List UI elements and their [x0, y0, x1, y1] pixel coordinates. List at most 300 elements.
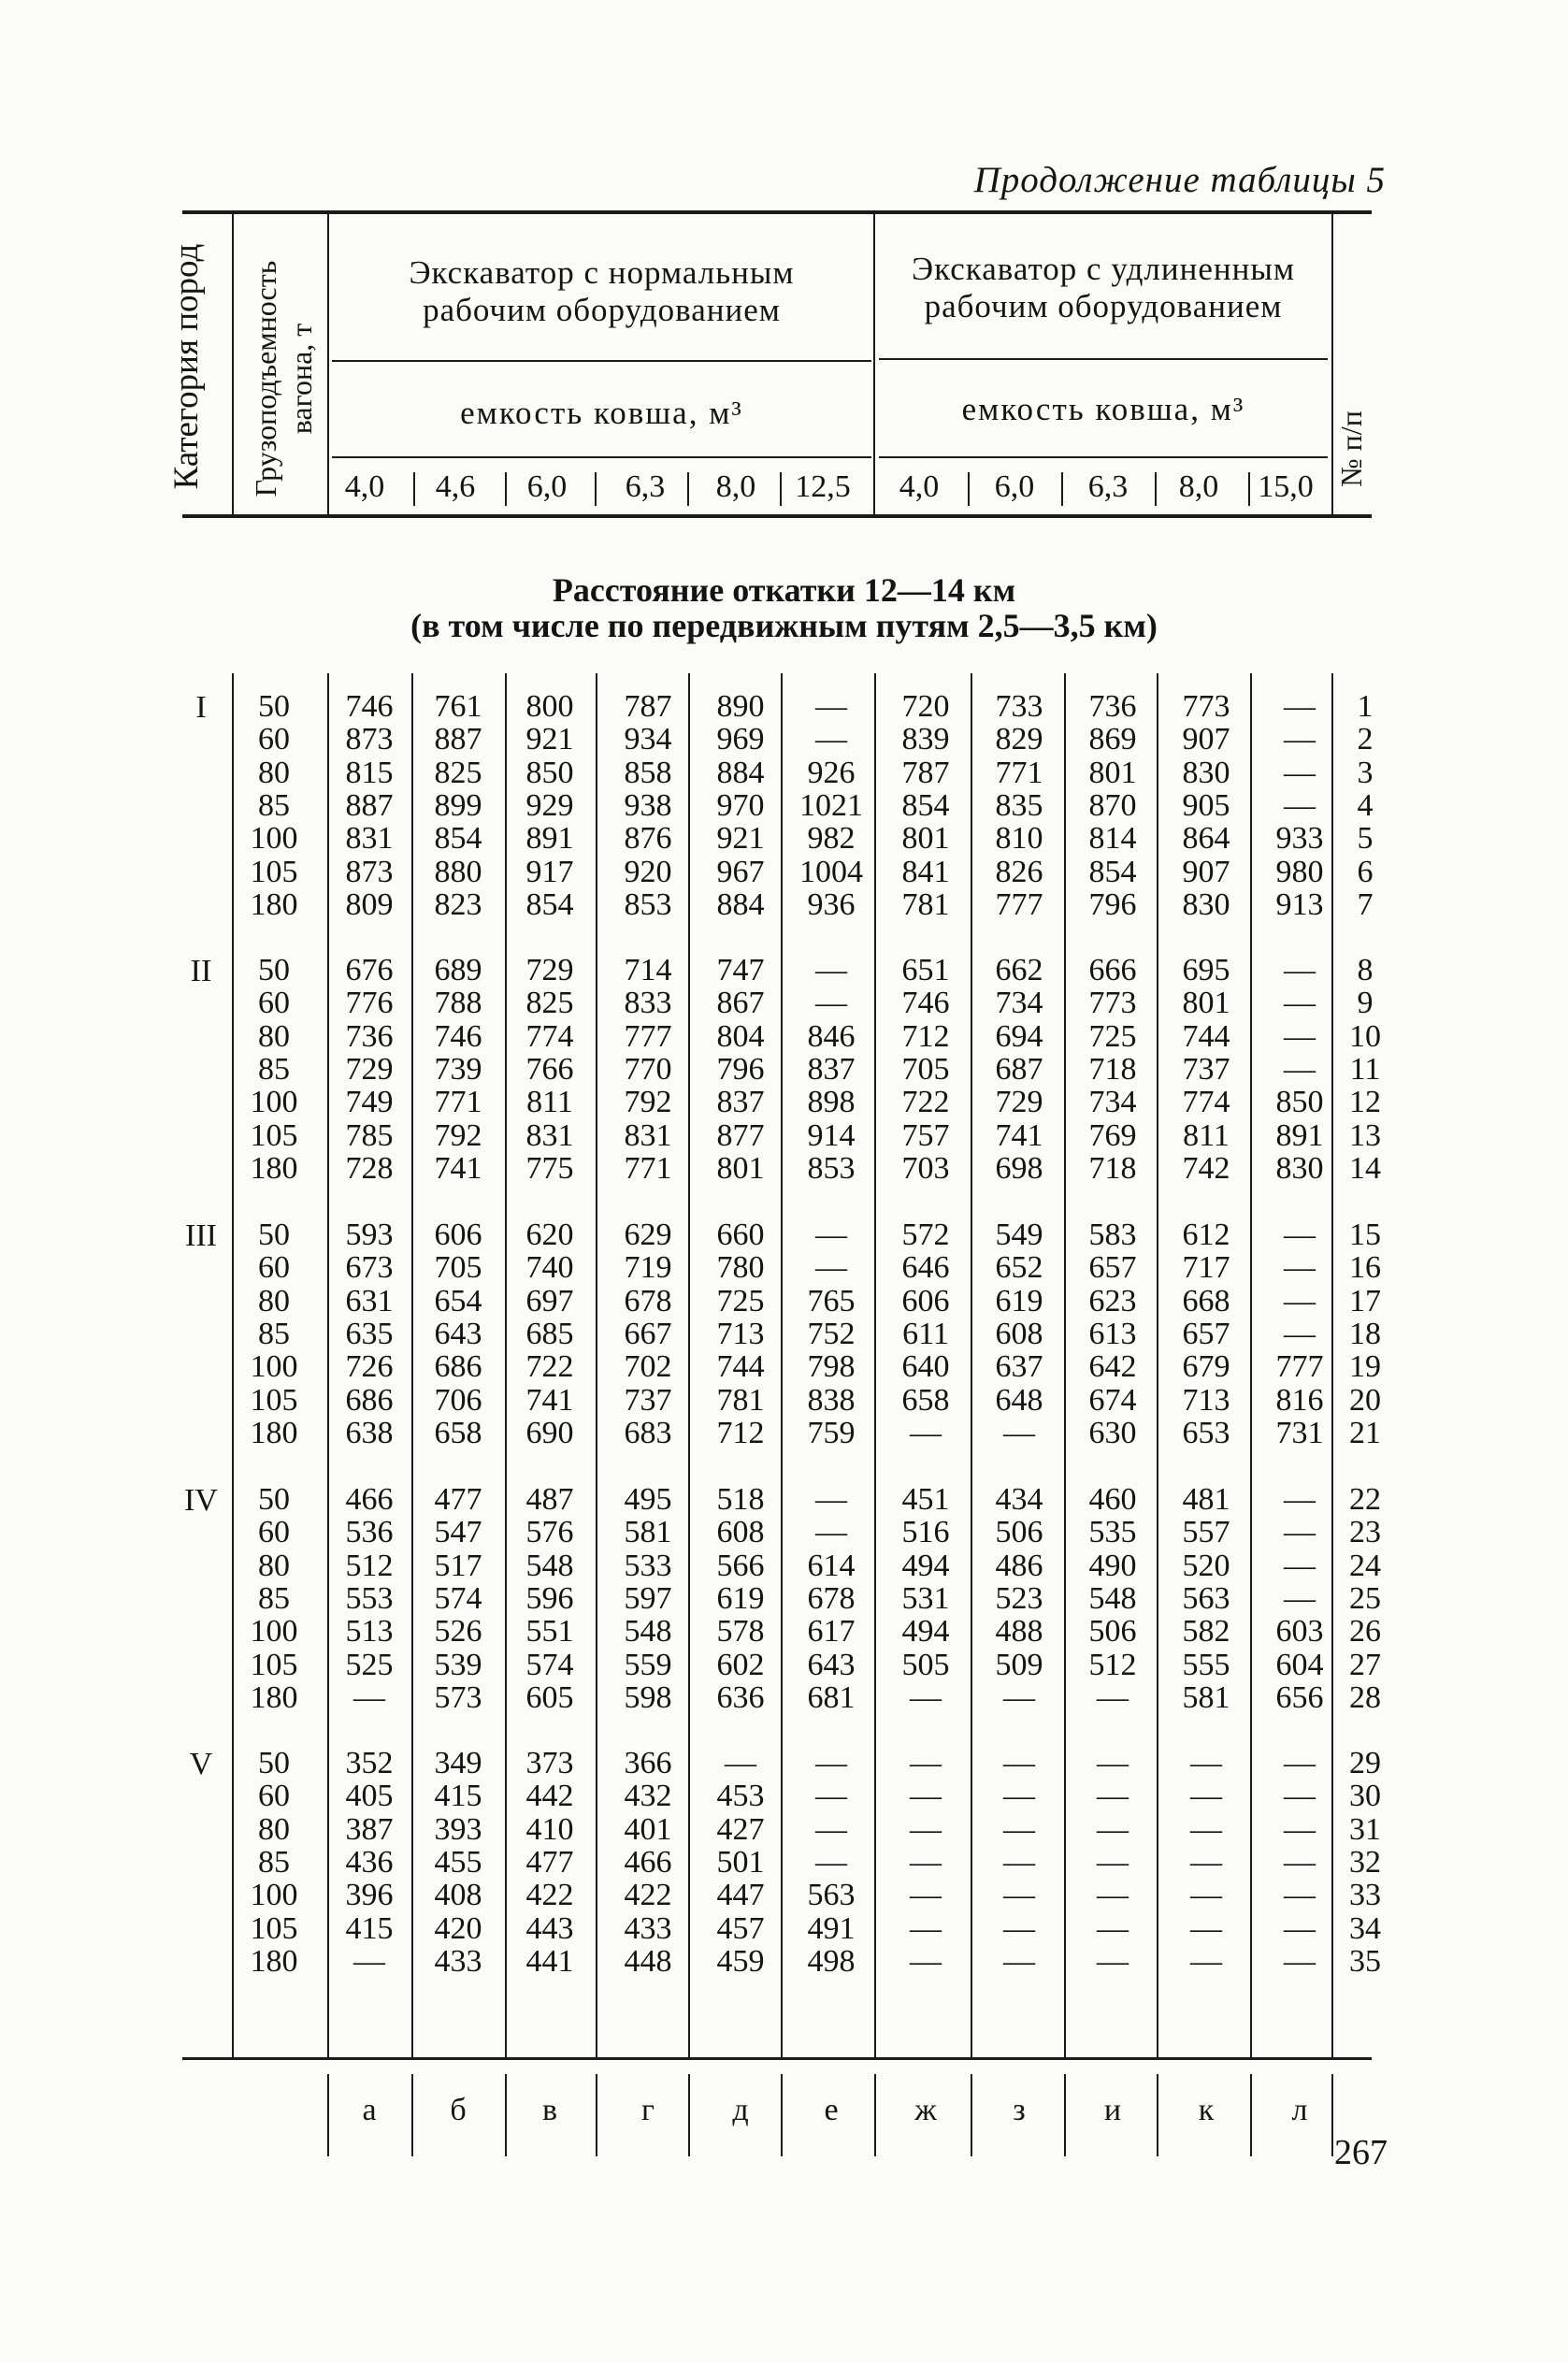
- value-cell: 581: [1182, 1679, 1230, 1715]
- row-number-cell: 28: [1349, 1679, 1381, 1715]
- value-cell: 619: [716, 1580, 765, 1616]
- value-cell: 619: [995, 1283, 1043, 1318]
- bucket-extended-value: 6,3: [1087, 469, 1129, 504]
- capacity-cell: 50: [258, 1482, 290, 1517]
- value-cell: 516: [901, 1515, 950, 1550]
- value-cell: 712: [901, 1018, 950, 1054]
- value-cell: 873: [345, 722, 394, 757]
- value-cell: 563: [1182, 1580, 1230, 1616]
- value-cell: 774: [1182, 1085, 1230, 1120]
- value-cell: 850: [1275, 1085, 1324, 1120]
- value-cell: 597: [624, 1580, 672, 1616]
- value-cell: 678: [807, 1580, 856, 1616]
- capacity-cell: 80: [258, 1811, 290, 1847]
- value-cell: 646: [901, 1250, 950, 1286]
- value-cell: 830: [1182, 755, 1230, 790]
- row-number-cell: 18: [1349, 1316, 1381, 1351]
- capacity-cell: 85: [258, 1051, 290, 1087]
- value-cell: 746: [901, 986, 950, 1021]
- bucket-normal-value: 8,0: [715, 469, 756, 504]
- value-cell: 574: [434, 1580, 482, 1616]
- value-cell: 608: [716, 1515, 765, 1550]
- value-cell: —: [815, 953, 847, 987]
- value-cell: —: [1190, 1811, 1222, 1847]
- column-letter: и: [1103, 2093, 1122, 2127]
- row-number-cell: 16: [1349, 1250, 1381, 1286]
- value-cell: 697: [525, 1283, 574, 1318]
- bucket-separator: [780, 472, 782, 506]
- value-cell: —: [353, 1679, 385, 1715]
- value-cell: 801: [1088, 755, 1137, 790]
- capacity-cell: 60: [258, 722, 290, 757]
- value-cell: 809: [345, 886, 394, 922]
- value-cell: 427: [716, 1811, 765, 1847]
- value-cell: 825: [434, 755, 482, 790]
- value-cell: 660: [716, 1218, 765, 1252]
- value-cell: 548: [624, 1614, 672, 1650]
- value-cell: 887: [434, 722, 482, 757]
- value-cell: 486: [995, 1548, 1043, 1583]
- value-cell: —: [725, 1746, 756, 1780]
- value-cell: 728: [345, 1150, 394, 1186]
- value-cell: 777: [624, 1018, 672, 1054]
- value-cell: 781: [716, 1382, 765, 1418]
- value-cell: 830: [1182, 886, 1230, 922]
- value-cell: —: [1003, 1878, 1035, 1913]
- capacity-cell: 50: [258, 1746, 290, 1780]
- group-extended-line2: рабочим оборудованием: [924, 288, 1283, 324]
- value-cell: 714: [624, 953, 672, 987]
- value-cell: —: [1097, 1910, 1129, 1946]
- header-vline-1: [232, 214, 234, 514]
- column-letter: в: [541, 2093, 558, 2127]
- value-cell: 535: [1088, 1515, 1137, 1550]
- header-capacity-label: [248, 243, 323, 514]
- value-cell: 638: [345, 1415, 394, 1450]
- value-cell: 717: [1182, 1250, 1230, 1286]
- header-top-rule: [182, 210, 1372, 214]
- value-cell: 1021: [799, 787, 863, 823]
- value-cell: —: [1190, 1943, 1222, 1979]
- value-cell: 608: [995, 1316, 1043, 1351]
- row-number-cell: 7: [1357, 886, 1374, 922]
- body-vline: [596, 673, 597, 2057]
- value-cell: —: [1190, 1844, 1222, 1880]
- value-cell: 466: [345, 1482, 394, 1517]
- page-number: 267: [1334, 2133, 1388, 2172]
- column-letter: а: [362, 2093, 377, 2127]
- value-cell: 658: [434, 1415, 482, 1450]
- value-cell: 695: [1182, 953, 1230, 987]
- value-cell: 460: [1088, 1482, 1137, 1517]
- body-vline: [505, 673, 507, 2057]
- value-cell: 643: [807, 1647, 856, 1682]
- value-cell: —: [815, 1779, 847, 1814]
- value-cell: 617: [807, 1614, 856, 1650]
- body-vline: [874, 673, 876, 2057]
- capacity-cell: 100: [250, 821, 298, 857]
- value-cell: 678: [624, 1283, 672, 1318]
- value-cell: 698: [995, 1150, 1043, 1186]
- value-cell: 801: [716, 1150, 765, 1186]
- value-cell: 603: [1275, 1614, 1324, 1650]
- value-cell: 702: [624, 1349, 672, 1385]
- value-cell: 477: [525, 1844, 574, 1880]
- value-cell: 792: [434, 1117, 482, 1153]
- value-cell: —: [1284, 1878, 1316, 1913]
- value-cell: 686: [345, 1382, 394, 1418]
- value-cell: 870: [1088, 787, 1137, 823]
- category-label: II: [190, 954, 212, 988]
- category-label: III: [185, 1218, 217, 1253]
- value-cell: 920: [624, 854, 672, 889]
- value-cell: 620: [525, 1218, 574, 1252]
- capacity-cell: 100: [250, 1349, 298, 1385]
- value-cell: 736: [345, 1018, 394, 1054]
- value-cell: 854: [525, 886, 574, 922]
- value-cell: —: [1003, 1844, 1035, 1880]
- row-number-cell: 13: [1349, 1117, 1381, 1153]
- value-cell: 831: [525, 1117, 574, 1153]
- value-cell: 970: [716, 787, 765, 823]
- row-number-cell: 11: [1349, 1051, 1381, 1087]
- value-cell: —: [1284, 1250, 1316, 1286]
- bucket-separator: [1061, 472, 1063, 506]
- capacity-cell: 180: [250, 1415, 298, 1450]
- value-cell: 887: [345, 787, 394, 823]
- value-cell: 531: [901, 1580, 950, 1616]
- value-cell: —: [815, 1844, 847, 1880]
- capacity-cell: 50: [258, 1218, 290, 1252]
- value-cell: 547: [434, 1515, 482, 1550]
- bucket-normal-value: 12,5: [795, 469, 851, 504]
- value-cell: 831: [345, 821, 394, 857]
- value-cell: 623: [1088, 1283, 1137, 1318]
- value-cell: 722: [901, 1085, 950, 1120]
- value-cell: —: [815, 722, 847, 757]
- value-cell: 712: [716, 1415, 765, 1450]
- value-cell: 785: [345, 1117, 394, 1153]
- value-cell: 880: [434, 854, 482, 889]
- value-cell: 637: [995, 1349, 1043, 1385]
- value-cell: —: [815, 986, 847, 1021]
- body-vline: [1157, 673, 1158, 2057]
- value-cell: 929: [525, 787, 574, 823]
- value-cell: 654: [434, 1283, 482, 1318]
- row-number-cell: 2: [1357, 722, 1374, 757]
- value-cell: 612: [1182, 1218, 1230, 1252]
- bucket-label-normal: емкость ковша, м³: [460, 395, 743, 431]
- value-cell: 574: [525, 1647, 574, 1682]
- capacity-cell: 180: [250, 886, 298, 922]
- value-cell: —: [815, 1218, 847, 1252]
- value-cell: 833: [624, 986, 672, 1021]
- value-cell: 765: [807, 1283, 856, 1318]
- value-cell: 726: [345, 1349, 394, 1385]
- column-letter: д: [732, 2093, 749, 2127]
- row-number-cell: 33: [1349, 1878, 1381, 1913]
- body-vline: [971, 673, 972, 2057]
- value-cell: —: [1284, 1051, 1316, 1087]
- value-cell: 742: [1182, 1150, 1230, 1186]
- value-cell: 757: [901, 1117, 950, 1153]
- value-cell: 553: [345, 1580, 394, 1616]
- value-cell: 731: [1275, 1415, 1324, 1450]
- value-cell: 604: [1275, 1647, 1324, 1682]
- value-cell: 572: [901, 1218, 950, 1252]
- value-cell: 676: [345, 953, 394, 987]
- value-cell: 611: [902, 1316, 949, 1351]
- value-cell: —: [1190, 1746, 1222, 1780]
- header-bottom-rule: [182, 514, 1372, 518]
- value-cell: —: [1284, 1283, 1316, 1318]
- value-cell: 506: [1088, 1614, 1137, 1650]
- value-cell: 662: [995, 953, 1043, 987]
- value-cell: 596: [525, 1580, 574, 1616]
- value-cell: 689: [434, 953, 482, 987]
- value-cell: —: [815, 689, 847, 724]
- value-cell: 798: [807, 1349, 856, 1385]
- value-cell: —: [1284, 1910, 1316, 1946]
- value-cell: 823: [434, 886, 482, 922]
- category-label: I: [195, 690, 207, 725]
- value-cell: 451: [901, 1482, 950, 1517]
- value-cell: 548: [525, 1548, 574, 1583]
- row-number-cell: 3: [1357, 755, 1374, 790]
- letter-vline: [1157, 2074, 1158, 2156]
- value-cell: 457: [716, 1910, 765, 1946]
- row-number-cell: 8: [1357, 953, 1374, 987]
- value-cell: 396: [345, 1878, 394, 1913]
- value-cell: 447: [716, 1878, 765, 1913]
- capacity-cell: 60: [258, 1250, 290, 1286]
- value-cell: 487: [525, 1482, 574, 1517]
- value-cell: 433: [624, 1910, 672, 1946]
- value-cell: 899: [434, 787, 482, 823]
- value-cell: 643: [434, 1316, 482, 1351]
- value-cell: 490: [1088, 1548, 1137, 1583]
- value-cell: —: [353, 1943, 385, 1979]
- value-cell: 850: [525, 755, 574, 790]
- value-cell: —: [1097, 1811, 1129, 1847]
- value-cell: 636: [716, 1679, 765, 1715]
- value-cell: 635: [345, 1316, 394, 1351]
- value-cell: 593: [345, 1218, 394, 1252]
- row-number-cell: 32: [1349, 1844, 1381, 1880]
- row-number-cell: 9: [1357, 986, 1374, 1021]
- value-cell: 422: [525, 1878, 574, 1913]
- capacity-cell: 105: [250, 1382, 298, 1418]
- value-cell: —: [1003, 1679, 1035, 1715]
- letter-vline: [411, 2074, 413, 2156]
- value-cell: 740: [525, 1250, 574, 1286]
- value-cell: 796: [716, 1051, 765, 1087]
- value-cell: 433: [434, 1943, 482, 1979]
- value-cell: 746: [434, 1018, 482, 1054]
- value-cell: 548: [1088, 1580, 1137, 1616]
- capacity-cell: 105: [250, 1910, 298, 1946]
- column-letter: ж: [914, 2093, 937, 2127]
- group-normal-line1: Экскаватор с нормальным: [409, 254, 795, 291]
- letter-vline: [971, 2074, 972, 2156]
- value-cell: 613: [1088, 1316, 1137, 1351]
- row-number-cell: 14: [1349, 1150, 1381, 1186]
- value-cell: 884: [716, 886, 765, 922]
- value-cell: 349: [434, 1746, 482, 1780]
- value-cell: 525: [345, 1647, 394, 1682]
- value-cell: 737: [1182, 1051, 1230, 1087]
- letter-vline: [1331, 2074, 1333, 2156]
- value-cell: 718: [1088, 1150, 1137, 1186]
- value-cell: 602: [716, 1647, 765, 1682]
- row-number-cell: 29: [1349, 1746, 1381, 1780]
- value-cell: —: [1284, 1746, 1316, 1780]
- value-cell: 373: [525, 1746, 574, 1780]
- value-cell: 907: [1182, 854, 1230, 889]
- value-cell: 744: [1182, 1018, 1230, 1054]
- value-cell: 523: [995, 1580, 1043, 1616]
- value-cell: 455: [434, 1844, 482, 1880]
- value-cell: 741: [995, 1117, 1043, 1153]
- row-number-cell: 21: [1349, 1415, 1381, 1450]
- header-group-rule-extended: [879, 358, 1328, 360]
- bucket-normal-value: 6,0: [526, 469, 568, 504]
- category-label: IV: [184, 1483, 218, 1518]
- value-cell: —: [910, 1679, 942, 1715]
- value-cell: 890: [716, 689, 765, 724]
- capacity-cell: 105: [250, 854, 298, 889]
- row-number-cell: 15: [1349, 1218, 1381, 1252]
- value-cell: 770: [624, 1051, 672, 1087]
- value-cell: 631: [345, 1283, 394, 1318]
- row-number-cell: 30: [1349, 1779, 1381, 1814]
- bucket-separator: [1155, 472, 1157, 506]
- value-cell: 459: [716, 1943, 765, 1979]
- value-cell: 648: [995, 1382, 1043, 1418]
- row-number-cell: 35: [1349, 1943, 1381, 1979]
- value-cell: 739: [434, 1051, 482, 1087]
- value-cell: 914: [807, 1117, 856, 1153]
- letter-vline: [327, 2074, 329, 2156]
- value-cell: 759: [807, 1415, 856, 1450]
- value-cell: 518: [716, 1482, 765, 1517]
- value-cell: 766: [525, 1051, 574, 1087]
- row-number-cell: 19: [1349, 1349, 1381, 1385]
- value-cell: —: [1284, 953, 1316, 987]
- value-cell: 557: [1182, 1515, 1230, 1550]
- row-number-cell: 22: [1349, 1482, 1381, 1517]
- value-cell: 853: [624, 886, 672, 922]
- value-cell: 512: [1088, 1647, 1137, 1682]
- value-cell: —: [815, 1515, 847, 1550]
- value-cell: 837: [716, 1085, 765, 1120]
- value-cell: 921: [716, 821, 765, 857]
- value-cell: 673: [345, 1250, 394, 1286]
- header-number-label: № п/п: [1334, 411, 1368, 487]
- row-number-cell: 12: [1349, 1085, 1381, 1120]
- body-vline: [411, 673, 413, 2057]
- value-cell: 442: [525, 1779, 574, 1814]
- value-cell: 933: [1275, 821, 1324, 857]
- value-cell: 720: [901, 689, 950, 724]
- value-cell: —: [1284, 787, 1316, 823]
- value-cell: 436: [345, 1844, 394, 1880]
- value-cell: 854: [434, 821, 482, 857]
- value-cell: 771: [624, 1150, 672, 1186]
- value-cell: 867: [716, 986, 765, 1021]
- value-cell: 752: [807, 1316, 856, 1351]
- value-cell: 816: [1275, 1382, 1324, 1418]
- value-cell: 494: [901, 1548, 950, 1583]
- value-cell: 408: [434, 1878, 482, 1913]
- value-cell: —: [815, 1746, 847, 1780]
- row-number-cell: 1: [1357, 689, 1374, 724]
- value-cell: 801: [901, 821, 950, 857]
- value-cell: —: [1190, 1910, 1222, 1946]
- bucket-normal-value: 6,3: [625, 469, 666, 504]
- value-cell: —: [1097, 1679, 1129, 1715]
- value-cell: 854: [901, 787, 950, 823]
- value-cell: —: [910, 1943, 942, 1979]
- value-cell: 891: [525, 821, 574, 857]
- value-cell: 477: [434, 1482, 482, 1517]
- value-cell: 694: [995, 1018, 1043, 1054]
- capacity-cell: 105: [250, 1117, 298, 1153]
- value-cell: 687: [995, 1051, 1043, 1087]
- value-cell: —: [1284, 1844, 1316, 1880]
- value-cell: 551: [525, 1614, 574, 1650]
- capacity-cell: 60: [258, 1779, 290, 1814]
- letter-vline: [874, 2074, 876, 2156]
- value-cell: 838: [807, 1382, 856, 1418]
- value-cell: 876: [624, 821, 672, 857]
- value-cell: 705: [434, 1250, 482, 1286]
- value-cell: 777: [995, 886, 1043, 922]
- value-cell: 769: [1088, 1117, 1137, 1153]
- value-cell: 539: [434, 1647, 482, 1682]
- value-cell: 501: [716, 1844, 765, 1880]
- capacity-cell: 85: [258, 787, 290, 823]
- body-vline: [1250, 673, 1252, 2057]
- value-cell: 775: [525, 1150, 574, 1186]
- capacity-cell: 50: [258, 953, 290, 987]
- value-cell: 573: [434, 1679, 482, 1715]
- value-cell: —: [1097, 1779, 1129, 1814]
- value-cell: 718: [1088, 1051, 1137, 1087]
- row-number-cell: 5: [1357, 821, 1374, 857]
- value-cell: 598: [624, 1679, 672, 1715]
- value-cell: 443: [525, 1910, 574, 1946]
- row-number-cell: 31: [1349, 1811, 1381, 1847]
- value-cell: 642: [1088, 1349, 1137, 1385]
- column-letter: к: [1198, 2093, 1215, 2127]
- value-cell: 829: [995, 722, 1043, 757]
- value-cell: 725: [1088, 1018, 1137, 1054]
- value-cell: —: [1284, 1218, 1316, 1252]
- value-cell: 559: [624, 1647, 672, 1682]
- column-letter: е: [824, 2093, 839, 2127]
- value-cell: 744: [716, 1349, 765, 1385]
- value-cell: 796: [1088, 886, 1137, 922]
- capacity-cell: 100: [250, 1614, 298, 1650]
- value-cell: 520: [1182, 1548, 1230, 1583]
- value-cell: 606: [901, 1283, 950, 1318]
- value-cell: 488: [995, 1614, 1043, 1650]
- bucket-normal-value: 4,6: [435, 469, 476, 504]
- value-cell: —: [1284, 1548, 1316, 1583]
- value-cell: —: [910, 1746, 942, 1780]
- value-cell: 774: [525, 1018, 574, 1054]
